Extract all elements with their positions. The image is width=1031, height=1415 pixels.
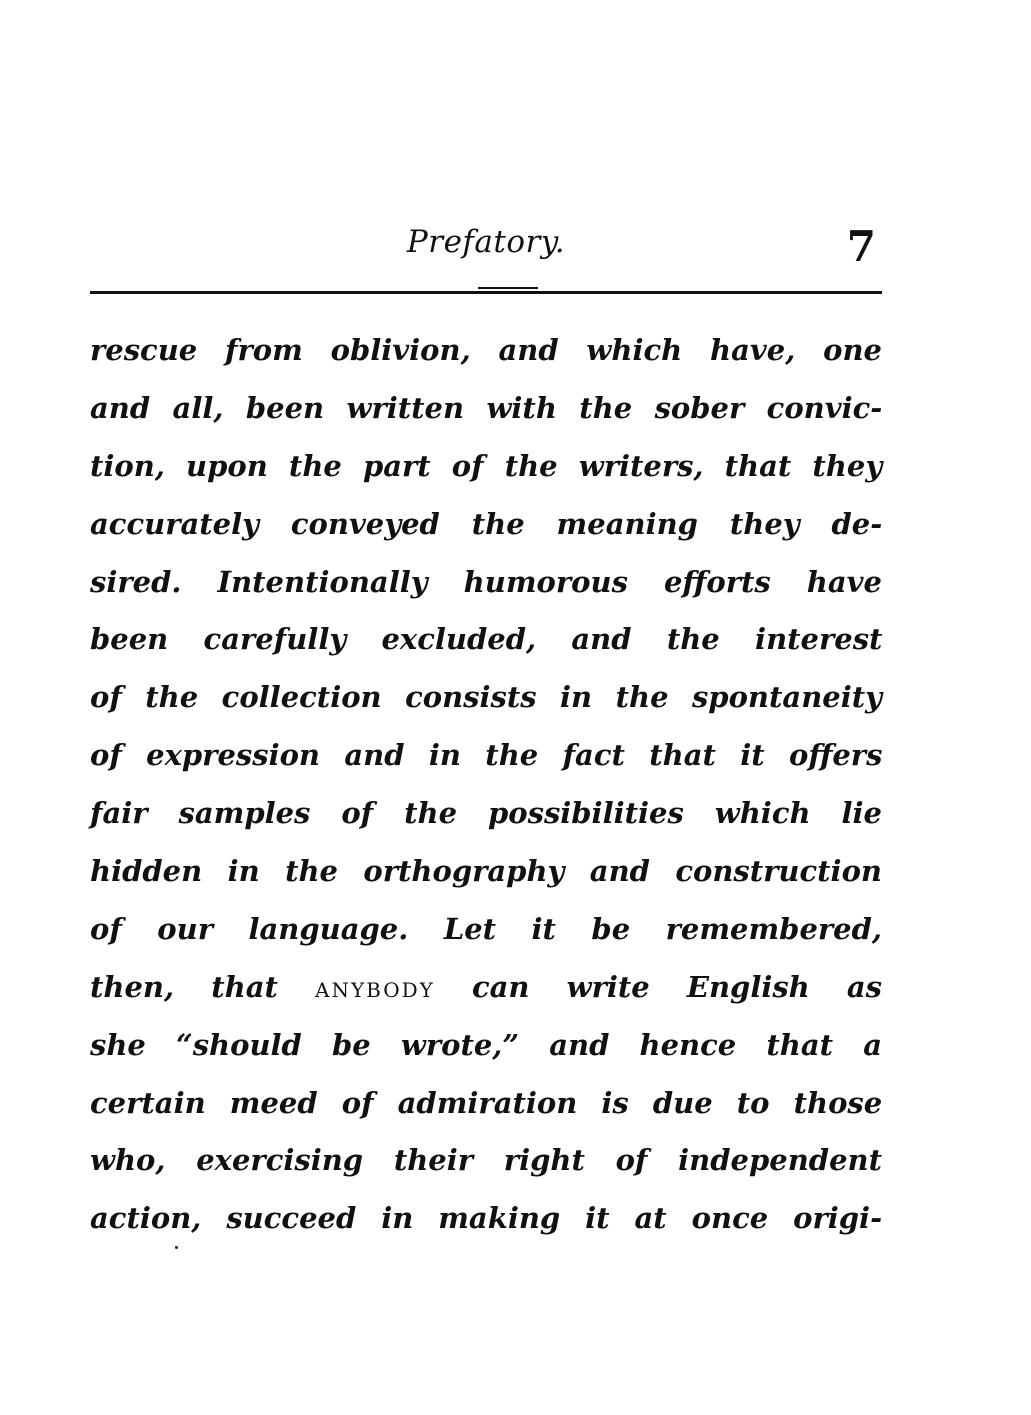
ink-speck bbox=[175, 1246, 178, 1249]
text-line: of expression and in the fact that it offers bbox=[90, 738, 883, 773]
text-line: tion, upon the part of the writers, that they bbox=[90, 448, 883, 483]
text-line: certain meed of admiration is due to those bbox=[90, 1085, 883, 1120]
text-line: and all, been written with the sober convic- bbox=[90, 390, 883, 425]
text-line: action, succeed in making it at once origi- bbox=[90, 1201, 883, 1236]
text-line: of the collection consists in the spontaneity bbox=[90, 680, 882, 715]
running-head-title: Prefatory. bbox=[406, 224, 566, 260]
text-line: accurately conveyed the meaning they de- bbox=[90, 506, 883, 541]
text-fragment: can write English as bbox=[434, 969, 882, 1004]
body-text bbox=[90, 322, 882, 1248]
text-line: of our language. Let it be remembered, bbox=[90, 911, 882, 946]
text-line: who, exercising their right of independent bbox=[90, 1143, 882, 1178]
text-line: she “should be wrote,” and hence that a bbox=[90, 1027, 882, 1062]
header-rule-accent bbox=[478, 287, 538, 289]
page-number: 7 bbox=[846, 222, 876, 271]
text-fragment: then, that bbox=[90, 969, 316, 1004]
text-line: been carefully excluded, and the interest bbox=[90, 622, 883, 657]
smallcaps-word: anybody bbox=[315, 970, 435, 1004]
text-line: rescue from oblivion, and which have, one bbox=[90, 333, 882, 367]
running-head bbox=[90, 222, 882, 272]
header-rule bbox=[90, 291, 882, 294]
text-line: sired. Intentionally humorous efforts have bbox=[90, 564, 882, 599]
text-line: hidden in the orthography and construction bbox=[90, 854, 882, 889]
text-line: fair samples of the possibilities which lie bbox=[90, 796, 882, 831]
text-line-with-smallcaps bbox=[90, 959, 882, 1017]
